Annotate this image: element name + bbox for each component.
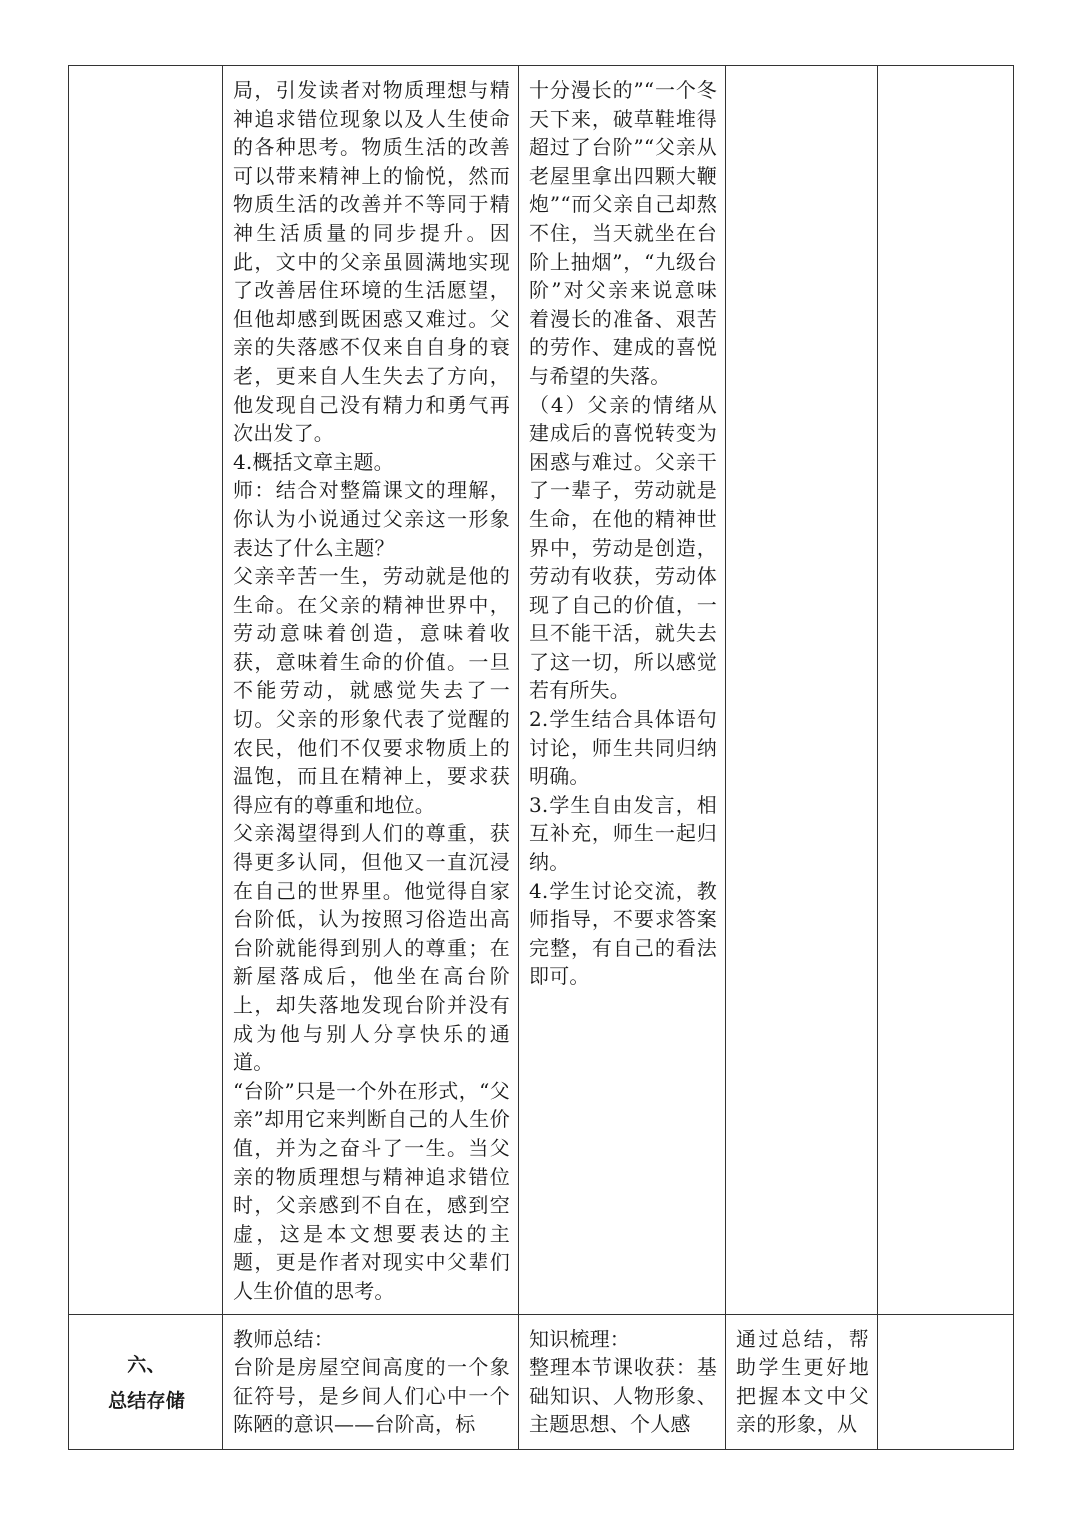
- notes-cell: [878, 1314, 1014, 1449]
- student-paragraph: 知识梳理：: [529, 1326, 630, 1351]
- teacher-paragraph: 局，引发读者对物质理想与精神追求错位现象以及人生使命的各种思考。物质生活的改善可以带来精神上的愉悦，然而物质生活的改善并不等同于精神生活质量的同步提升。因此，文中的父亲虽圆满地实现了改善居住环境的生活愿望，但他却感到既困惑又难过。父亲的失落感不仅来自自身的衰老，更来自人生失去了方向，他发现自己没有精力和勇气再次出发了。: [233, 78, 510, 446]
- student-paragraph: 3.学生自由发言，相互补充，师生一起归纳。: [529, 792, 717, 875]
- teacher-paragraph: “台阶”只是一个外在形式，“父亲”却用它来判断自己的人生价值，并为之奋斗了一生。当父亲的物质理想与精神追求错位时，父亲感到不自在，感到空虚，这是本文想要表达的主题，更是作者对现实中父辈们人生价值的思考。: [233, 1078, 510, 1303]
- student-paragraph: 4.学生讨论交流，教师指导，不要求答案完整，有自己的看法即可。: [529, 878, 717, 989]
- stage-cell: [69, 1314, 223, 1449]
- notes-cell: [878, 66, 1014, 1315]
- student-activity-cell: [519, 1314, 726, 1449]
- teacher-activity-cell: [223, 66, 519, 1315]
- stage-cell: [69, 66, 223, 1315]
- teacher-paragraph: 4.概括文章主题。: [233, 449, 394, 474]
- student-activity-cell: [519, 66, 726, 1315]
- design-intent-cell: [726, 66, 878, 1315]
- student-paragraph: 整理本节课收获：基础知识、人物形象、主题思想、个人感: [529, 1355, 717, 1437]
- student-paragraph: 2.学生结合具体语句讨论，师生共同归纳明确。: [529, 707, 717, 789]
- student-paragraph: 十分漫长的”“一个冬天下来，破草鞋堆得超过了台阶”“父亲从老屋里拿出四颗大鞭炮”“而父亲自己却熬不住，当天就坐在台阶上抽烟”，“九级台阶”对父亲来说意味着漫长的准备、艰苦的劳作、建成的喜悦与希望的失落。: [529, 78, 717, 388]
- design-intent-cell: 通过总结，帮助学生更好地把握本文中父亲的形象，从: [726, 1314, 878, 1449]
- table-row: [69, 1314, 1014, 1449]
- lesson-plan-table: [68, 65, 1014, 1450]
- teacher-activity-cell: [223, 1314, 519, 1449]
- teacher-paragraph: 父亲辛苦一生，劳动就是他的生命。在父亲的精神世界中，劳动意味着创造，意味着收获，意味着生命的价值。一旦不能劳动，就感觉失去了一切。父亲的形象代表了觉醒的农民，他们不仅要求物质上的温饱，而且在精神上，要求获得应有的尊重和地位。: [233, 564, 510, 817]
- table-row: [69, 66, 1014, 1315]
- stage-title: 总结存储: [108, 1389, 185, 1412]
- teacher-paragraph: 台阶是房屋空间高度的一个象征符号，是乡间人们心中一个陈陋的意识——台阶高，标: [233, 1355, 510, 1437]
- teacher-paragraph: 教师总结：: [233, 1326, 334, 1351]
- stage-number: 六、: [127, 1353, 166, 1376]
- student-paragraph: （4）父亲的情绪从建成后的喜悦转变为困惑与难过。父亲干了一辈子，劳动就是生命，在他的精神世界中，劳动是创造，劳动有收获，劳动体现了自己的价值，一旦不能干活，就失去了这一切，所以感觉若有所失。: [529, 392, 717, 703]
- teacher-paragraph: 师：结合对整篇课文的理解，你认为小说通过父亲这一形象表达了什么主题？: [233, 478, 510, 560]
- teacher-paragraph: 父亲渴望得到人们的尊重，获得更多认同，但他又一直沉浸在自己的世界里。他觉得自家台阶低，认为按照习俗造出高台阶就能得到别人的尊重；在新屋落成后，他坐在高台阶上，却失落地发现台阶并没有成为他与别人分享快乐的通道。: [233, 821, 510, 1075]
